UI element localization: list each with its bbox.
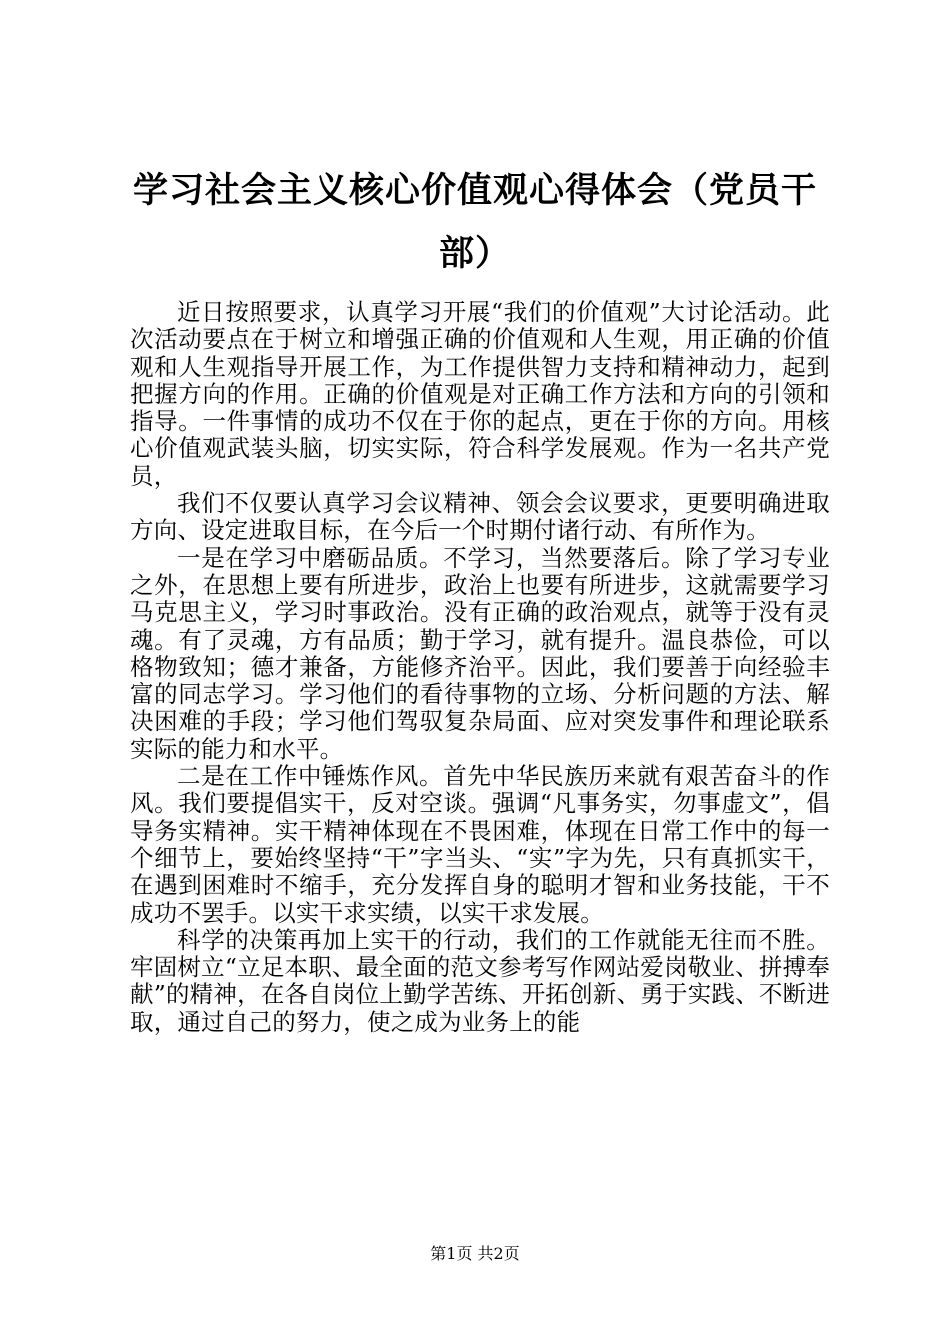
paragraph-4: 二是在工作中锤炼作风。首先中华民族历来就有艰苦奋斗的作风。我们要提倡实干，反对空谈。强调“凡事务实，勿事虚文”，倡导务实精神。实干精神体现在不畏困难，体现在日常工作中的每一个细节上，要始终坚持“干”字当头、“实”字为先，只有真抓实干，在遇到困难时不缩手，充分发挥自身的聪明才智和业务技能，干不成功不罢手。以实干求实绩，以实干求发展。	[130, 762, 830, 927]
paragraph-2: 我们不仅要认真学习会议精神、领会会议要求，更要明确进取方向、设定进取目标，在今后一个时期付诸行动、有所作为。	[130, 489, 830, 545]
paragraph-1: 近日按照要求，认真学习开展“我们的价值观”大讨论活动。此次活动要点在于树立和增强正确的价值观和人生观，用正确的价值观和人生观指导开展工作，为工作提供智力支持和精神动力，起到把握方向的作用。正确的价值观是对正确工作方法和方向的引领和指导。一件事情的成功不仅在于你的起点，更在于你的方向。用核心价值观武装头脑，切实实际，符合科学发展观。作为一名共产党员，	[130, 298, 830, 490]
page-number-footer: 第1页 共2页	[430, 1244, 520, 1263]
document-body	[130, 299, 830, 1036]
paragraph-5: 科学的决策再加上实干的行动，我们的工作就能无往而不胜。牢固树立“立足本职、最全面的范文参考写作网站爱岗敬业、拼搏奉献”的精神，在各自岗位上勤学苦练、开拓创新、勇于实践、不断进取，通过自己的努力，使之成为业务上的能	[130, 925, 830, 1036]
paragraph-3: 一是在学习中磨砺品质。不学习，当然要落后。除了学习专业之外，在思想上要有所进步，政治上也要有所进步，这就需要学习马克思主义，学习时事政治。没有正确的政治观点，就等于没有灵魂。有了灵魂，方有品质；勤于学习，就有提升。温良恭俭，可以格物致知；德才兼备，方能修齐治平。因此，我们要善于向经验丰富的同志学习。学习他们的看待事物的立场、分析问题的方法、解决困难的手段；学习他们驾驭复杂局面、应对突发事件和理论联系实际的能力和水平。	[130, 543, 830, 763]
document-title: 学习社会主义核心价值观心得体会（党员干部）	[132, 171, 817, 274]
